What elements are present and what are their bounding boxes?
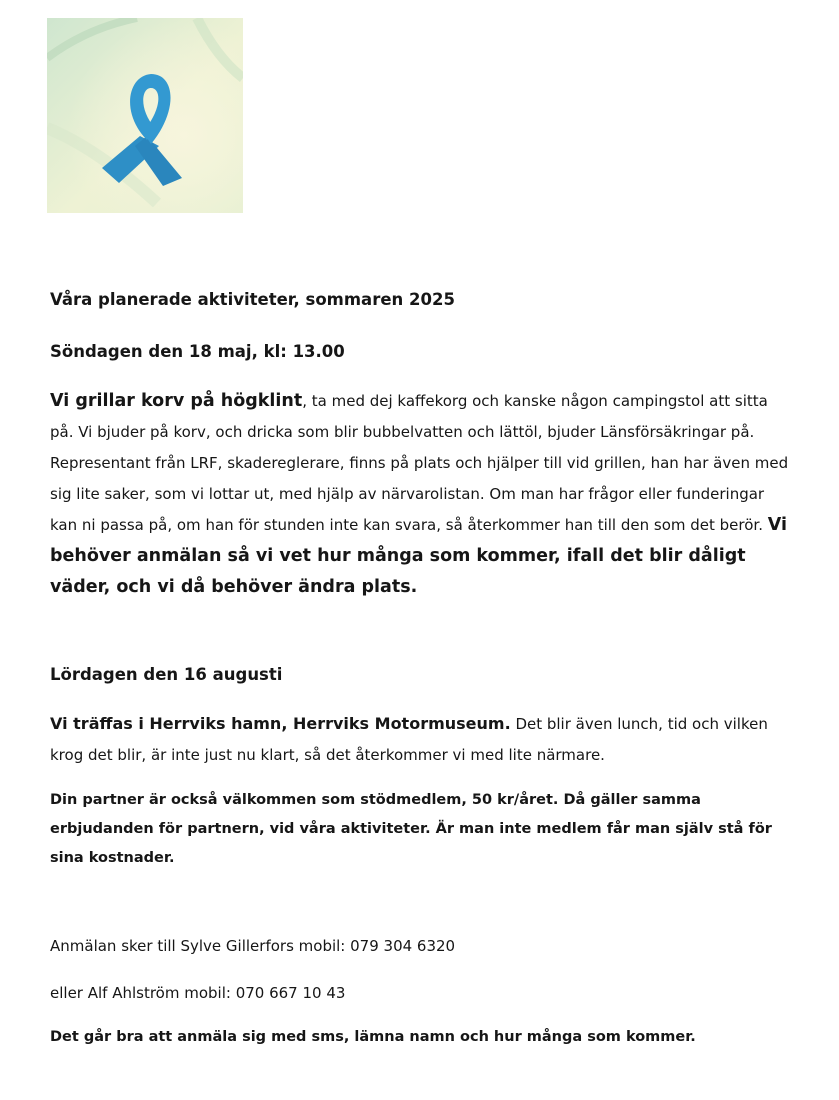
contact-line-1: Anmälan sker till Sylve Gillerfors mobil: 079 304 6320 xyxy=(50,937,456,955)
page-title: Våra planerade aktiviteter, sommaren 2025 xyxy=(50,290,455,309)
event2-body: Det blir även lunch, tid och vilken krog det blir, är inte just nu klart, så det återkommer vi med lite närmare. xyxy=(50,715,768,764)
event1-body: , ta med dej kaffekorg och kanske någon campingstol att sitta på. Vi bjuder på korv, och dricka som blir bubbelvatten och lättöl, bjuder Länsförsäkringar på. Representant från LRF, skadereglerare, finns på plats och hjälper till vid grillen, han har även med sig lite saker, som vi lottar ut, med hjälp av närvarolistan. Om man har frågor eller funderingar kan ni passa på, om han för stunden inte kan svara, så återkommer han till den som det berör. xyxy=(50,392,789,534)
event2-description xyxy=(50,708,795,771)
ribbon-logo xyxy=(47,18,243,213)
event2-lead: Vi träffas i Herrviks hamn, Herrviks Motormuseum. xyxy=(50,714,511,733)
event2-date: Lördagen den 16 augusti xyxy=(50,665,283,684)
event1-lead: Vi grillar korv på högklint xyxy=(50,391,303,411)
partner-note: Din partner är också välkommen som stödmedlem, 50 kr/året. Då gäller samma erbjudanden för partnern, vid våra aktiviteter. Är man inte medlem får man själv stå för sina kostnader. xyxy=(50,792,772,866)
sms-note: Det går bra att anmäla sig med sms, lämna namn och hur många som kommer. xyxy=(50,1029,696,1045)
blue-ribbon-icon xyxy=(47,18,243,213)
event1-emphasis: Vi behöver anmälan så vi vet hur många som kommer, ifall det blir dåligt väder, och vi då behöver ändra plats. xyxy=(50,515,787,597)
contact-line-2: eller Alf Ahlström mobil: 070 667 10 43 xyxy=(50,984,346,1002)
event1-date: Söndagen den 18 maj, kl: 13.00 xyxy=(50,342,345,361)
event1-description xyxy=(50,386,795,603)
